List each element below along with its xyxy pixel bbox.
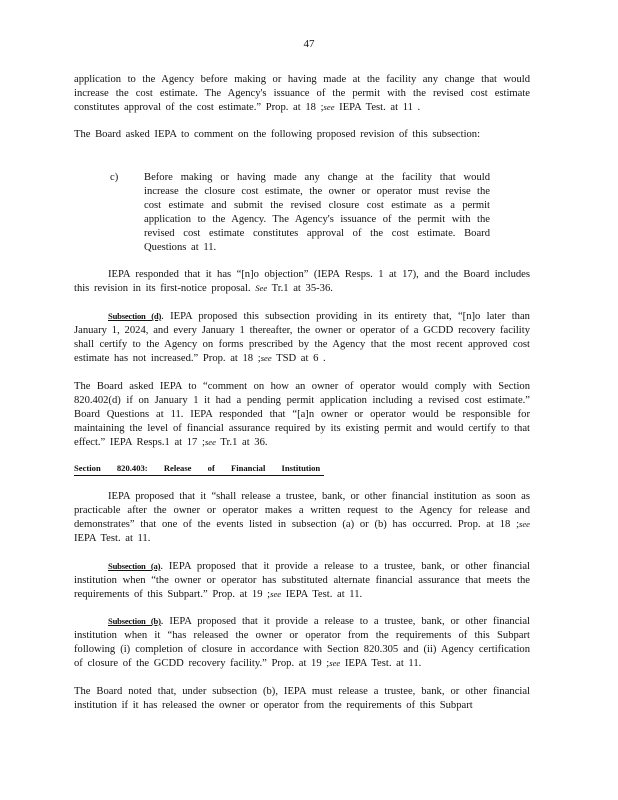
see-signal: See	[255, 282, 268, 293]
paragraph-4	[74, 310, 530, 366]
see-signal: see	[204, 436, 216, 447]
see-signal: see	[519, 518, 530, 529]
paragraph-1	[74, 73, 530, 115]
paragraph-5	[74, 380, 530, 450]
paragraph-3	[74, 268, 530, 296]
paragraph-2-text: The Board asked IEPA to comment on the following proposed revision of this subsection:	[74, 129, 481, 140]
page-number: 47	[303, 38, 315, 50]
paragraph-1-cite: IEPA Test. at 11 .	[334, 101, 421, 113]
paragraph-6-cite: IEPA Test. at 11.	[74, 532, 151, 544]
section-heading: Section 820.403: Release of Financial Institution	[74, 462, 324, 476]
paragraph-7-cite: IEPA Test. at 11.	[281, 588, 363, 600]
see-signal: see	[260, 352, 272, 363]
paragraph-7-text: . IEPA proposed that it provide a release to a trustee, bank, or other financial institution when “the owner or operator has substituted alternate financial assurance that meets the requirements of this Subpart.” Prop. at 19 ;	[74, 561, 530, 600]
paragraph-3-cite: Tr.1 at 35-36.	[267, 282, 333, 294]
subsection-label: Subsection (a)	[108, 561, 161, 571]
paragraph-2	[74, 128, 530, 142]
paragraph-8-cite: IEPA Test. at 11.	[340, 657, 422, 669]
see-signal: see	[270, 588, 282, 599]
paragraph-6	[74, 490, 530, 546]
paragraph-9-text: The Board noted that, under subsection (b), IEPA must release a trustee, bank, or other financial institution if it has released the owner or operator from the requirements of this Subpart	[74, 686, 530, 711]
paragraph-4-cite: TSD at 6 .	[271, 352, 326, 364]
paragraph-9	[74, 685, 530, 713]
paragraph-5-cite: Tr.1 at 36.	[215, 436, 268, 448]
paragraph-1-text: application to the Agency before making or having made at the facility any change that would increase the cost estimate. The Agency's issuance of the permit with the revised cost estimate constitutes approval of the cost estimate.” Prop. at 18 ;	[74, 74, 530, 113]
paragraph-6-text: IEPA proposed that it “shall release a trustee, bank, or other financial institution as soon as practicable after the owner or operator makes a written request to the Agency for release and demonstrates” that one of the events listed in subsection (a) or (b) has occurred. Prop. at 18 ;	[74, 491, 530, 530]
paragraph-8	[74, 615, 530, 671]
paragraph-7	[74, 560, 530, 602]
paragraph-5-text: The Board asked IEPA to “comment on how an owner of operator would comply with Section 820.402(d) if on January 1 it had a pending permit application including a revised cost estimate.” Board Questions at 11. IEPA responded that “[a]n owner or operator would be responsible for maintaining the level of financial assurance required by its existing permit and would certify to that effect.” IEPA Resps.1 at 17 ;	[74, 381, 530, 448]
paragraph-8-text: . IEPA proposed that it provide a release to a trustee, bank, or other financial institution when it “has released the owner or operator from the requirements of this Subpart following (i) completion of closure in accordance with Section 820.305 and (ii) Agency certification of closure of the GCDD recovery facility.” Prop. at 19 ;	[74, 616, 530, 669]
paragraph-3-text: IEPA responded that it has “[n]o objection” (IEPA Resps. 1 at 17), and the Board includes this revision in its first-notice proposal.	[74, 269, 530, 294]
see-signal: see	[329, 657, 341, 668]
see-signal: see	[323, 101, 335, 112]
subsection-label: Subsection (b)	[108, 616, 161, 626]
subsection-label: Subsection (d)	[108, 311, 162, 321]
quote-label: c)	[110, 172, 119, 183]
block-quote: Before making or having made any change at the facility that would increase the closure cost estimate, the owner or operator must revise the cost estimate and submit the revised closure cost estimate as a permit application to the Agency. The Agency's issuance of the permit with the revised cost estimate constitutes approval of the cost estimate. Board Questions at 11.	[144, 172, 490, 253]
paragraph-4-text: . IEPA proposed this subsection providing in its entirety that, “[n]o later than January 1, 2024, and every January 1 thereafter, the owner or operator of a GCDD recovery facility shall certify to the Agency on forms prescribed by the Agency that the most recent approved cost estimate has not increased.” Prop. at 18 ;	[74, 311, 530, 364]
